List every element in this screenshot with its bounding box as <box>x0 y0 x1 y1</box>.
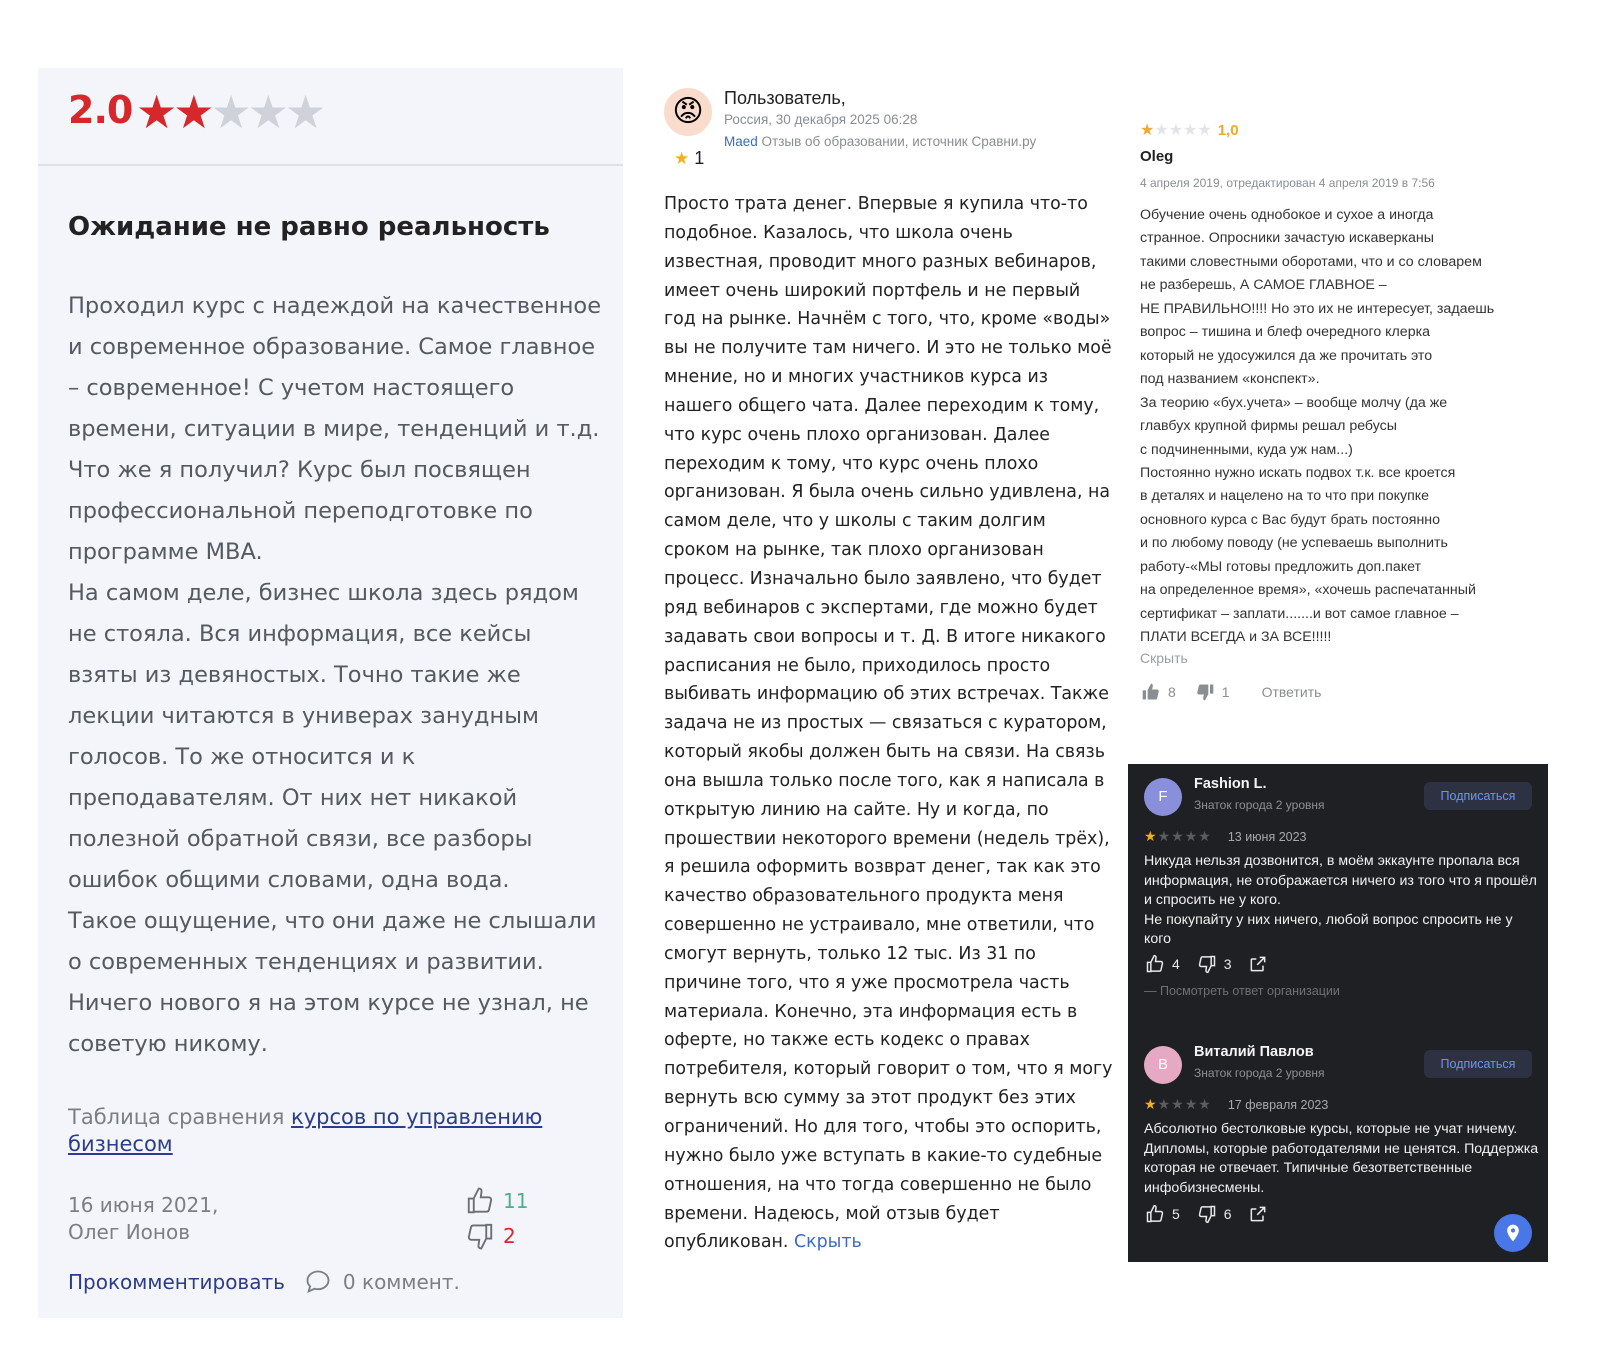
review-line: Обучение очень однобокое и сухое а иногда <box>1140 207 1434 223</box>
star-empty-icon: ★ <box>1198 1096 1212 1112</box>
vote-controls <box>1144 954 1274 974</box>
share-icon[interactable] <box>1248 954 1268 974</box>
review-line: главбух крупной фирмы решал ребусы <box>1140 418 1397 435</box>
hide-link[interactable]: Скрыть <box>1140 650 1188 666</box>
rating-stars <box>136 84 327 140</box>
reviewer-level: Знаток города 2 уровня <box>1194 798 1325 812</box>
avatar: F <box>1144 778 1182 816</box>
like-button[interactable] <box>1144 1204 1180 1224</box>
dislike-button[interactable] <box>1196 954 1232 974</box>
star-empty-icon: ★ <box>1184 1096 1199 1112</box>
rating-stars <box>1140 120 1212 140</box>
review-body <box>68 286 608 1065</box>
review-line: под названием «конспект». <box>1140 371 1320 388</box>
review-paragraph: На самом деле, бизнес школа здесь рядом не стояла. Вся информация, все кейсы взяты из девяностых. Точно такие же лекции читаются в универах занудным голосов. То же относится и к преподавателям. От них нет никакой полезной обратной связи, все разборы ошибок общими словами, одна вода. <box>68 580 579 893</box>
review-line: и по любому поводу (не успеваешь выполнить <box>1140 535 1448 552</box>
star-empty-icon: ★ <box>1157 1096 1172 1112</box>
review-body <box>664 190 1114 1257</box>
review-card-1 <box>38 68 623 1318</box>
thumbs-up-icon <box>1144 1204 1166 1224</box>
review-source <box>724 134 1036 149</box>
review-line: работу-«МЫ готовы предложить доп.пакет <box>1140 558 1422 575</box>
thumbs-down-icon <box>1196 954 1218 974</box>
star-empty-icon: ★ <box>1157 828 1172 844</box>
comment-count-wrap[interactable] <box>303 1268 460 1296</box>
review-rating <box>674 148 704 169</box>
review-date: 16 июня 2021, <box>68 1193 219 1217</box>
like-button[interactable] <box>463 1186 528 1216</box>
review-text: Абсолютно бестолковые курсы, которые не учат ничему. Дипломы, которые работодателями не ценятся. Поддержка которая не отвечает. Типичные безответственные инфобизнесмены. <box>1144 1121 1539 1196</box>
review-location-date: Россия, 30 декабря 2025 06:28 <box>724 112 918 127</box>
comment-link[interactable]: Прокомментировать <box>68 1270 285 1294</box>
star-empty-icon: ★ <box>1198 828 1212 844</box>
review-card-4 <box>1128 764 1548 1262</box>
review-date: 4 апреля 2019, отредактирован 4 апреля 2019 в 7:56 <box>1140 176 1435 190</box>
review-line: вопрос – тишина и блеф очередного клерка <box>1140 324 1430 341</box>
star-filled-icon: ★ <box>1140 122 1155 139</box>
reviewer-level: Знаток города 2 уровня <box>1194 1066 1325 1080</box>
vote-controls <box>1144 1204 1274 1224</box>
star-filled-icon: ★ <box>136 86 178 138</box>
rating-score: 2.0 <box>68 88 133 132</box>
review-line: НЕ ПРАВИЛЬНО!!!! Но это их не интересует, задаешь <box>1140 300 1495 317</box>
vote-controls <box>1140 682 1321 702</box>
star-empty-icon: ★ <box>1171 828 1185 844</box>
star-empty-icon: ★ <box>1154 122 1169 139</box>
dislike-button[interactable] <box>1194 682 1230 702</box>
rating-stars <box>1144 1096 1212 1114</box>
review-line: сертификат – заплати.......и вот самое главное – <box>1140 605 1459 622</box>
review-line: ПЛАТИ ВСЕГДА и ЗА ВСЕ!!!!! <box>1140 629 1332 646</box>
review-line: За теорию «бух.учета» – вообще молчу (да же <box>1140 394 1448 411</box>
subscribe-button[interactable]: Подписаться <box>1424 782 1532 810</box>
speech-bubble-icon <box>303 1268 333 1296</box>
thumbs-up-icon <box>1140 682 1162 702</box>
review-line: странное. Опросники зачастую искаверканы <box>1140 230 1434 247</box>
star-filled-icon: ★ <box>1144 1096 1158 1112</box>
star-empty-icon: ★ <box>210 86 252 138</box>
like-button[interactable] <box>1144 954 1180 974</box>
dislike-count: 1 <box>1221 684 1230 700</box>
review-card-2 <box>660 80 1113 1320</box>
dislike-count: 6 <box>1223 1206 1232 1222</box>
dislike-button[interactable] <box>1196 1204 1232 1224</box>
avatar: В <box>1144 1046 1182 1084</box>
thumbs-up-icon <box>1144 954 1166 974</box>
review-card-3 <box>1140 120 1560 720</box>
reply-button[interactable]: Ответить <box>1261 684 1322 700</box>
star-filled-icon: ★ <box>674 149 690 168</box>
rating-value: 1 <box>694 148 705 168</box>
dislike-count: 2 <box>503 1224 516 1248</box>
angry-face-avatar: 😡 <box>664 88 712 136</box>
rating-row <box>1144 828 1307 846</box>
thumbs-down-icon <box>463 1221 497 1251</box>
comment-count: 0 коммент. <box>342 1270 460 1294</box>
source-text: Отзыв об образовании, источник Сравни.ру <box>757 134 1037 149</box>
star-empty-icon: ★ <box>1183 122 1198 139</box>
thumbs-down-icon <box>1196 1204 1218 1224</box>
subscribe-button[interactable]: Подписаться <box>1424 1050 1532 1078</box>
like-button[interactable] <box>1140 682 1176 702</box>
review-author: Oleg <box>1140 148 1174 165</box>
review-line: не разберешь, А САМОЕ ГЛАВНОЕ – <box>1140 277 1387 294</box>
organization-reply-link[interactable]: — Посмотреть ответ организации <box>1144 984 1340 998</box>
star-empty-icon: ★ <box>1168 122 1184 139</box>
star-empty-icon: ★ <box>285 86 327 138</box>
review-paragraph: Проходил курс с надеждой на качественное и современное образование. Самое главное – современное! С учетом настоящего времени, ситуации в мире, тенденций и т.д. Что же я получил? Курс был посвящен профессиональной переподготовке по программе MBA. <box>68 293 602 565</box>
source-brand[interactable]: Maed <box>724 134 758 149</box>
like-count: 4 <box>1172 956 1180 972</box>
review-line: Постоянно нужно искать подвох т.к. все кроется <box>1140 464 1456 481</box>
star-empty-icon: ★ <box>247 86 289 138</box>
star-empty-icon: ★ <box>1184 828 1199 844</box>
review-line: основного курса с Вас будут брать постоянно <box>1140 511 1441 528</box>
review-meta <box>68 1192 218 1246</box>
review-author: Олег Ионов <box>68 1220 190 1244</box>
rating-row <box>1140 120 1239 140</box>
rating-stars <box>1144 828 1212 846</box>
share-icon[interactable] <box>1248 1204 1268 1224</box>
review-date: 13 июня 2023 <box>1227 830 1307 844</box>
review-line: в деталях и нацелено на то что при покупке <box>1140 488 1430 505</box>
thumbs-down-icon <box>1194 682 1216 702</box>
rating-row <box>1144 1096 1328 1114</box>
star-empty-icon: ★ <box>1197 122 1212 139</box>
review-text: Просто трата денег. Впервые я купила что-то подобное. Казалось, что школа очень известная, проводит много разных вебинаров, имеет очень широкий портфель и не первый год на рынке. Начнём с того, что, кроме «воды» вы не получите там ничего. И это не только моё мнение, но и многих участников курса из нашего общего чата. Далее переходим к тому, что курс очень плохо организован. Далее переходим к тому, что курс очень плохо организован. Я была очень сильно удивлена, на самом деле, что у школы с таким долгим сроком на рынке, так плохо организован процесс. Изначально было заявлено, что будет ряд вебинаров с экспертами, где можно будет задавать свои вопросы и т. Д. В итоге никакого расписания не было, приходилось просто выбивать информацию об этих встречах. Также задача не из простых — связаться с куратором, который якобы должен быть на связи. На связь она вышла только после того, как я написала в открытую линию на сайте. Ну и когда, по прошествии некоторого времени (недель трёх), я решила оформить возврат денег, так как это качество образовательного продукта меня совершенно не устраивало, мне ответили, что смогут вернуть, только 12 тыс. Из 31 по причине того, что я уже просмотрела часть материала. Конечно, эта информация есть в оферте, но также есть кодекс о правах потребителя, который говорит о том, что я могу вернуть всю сумму за этот продукт без этих ограничений. Но для того, чтобы это оспорить, нужно было уже вступать в какие-то судебные отношения, на что тогда совершенно не было времени. Надеюсь, мой отзыв будет опубликован. <box>664 194 1113 1253</box>
hide-link[interactable]: Скрыть <box>793 1232 862 1253</box>
thumbs-up-icon <box>463 1186 497 1216</box>
review-date: 17 февраля 2023 <box>1227 1098 1329 1112</box>
review-title: Ожидание не равно реальность <box>68 212 550 242</box>
comment-actions <box>68 1268 460 1296</box>
review-text: Никуда нельзя дозвонится, в моём эккаунте пропала вся информация, не отображается ничего из того что я прошёл и спросить не у кого. Не покупайту у них ничего, любой вопрос спросить не у кого <box>1144 853 1537 948</box>
rating-value: 1,0 <box>1217 121 1239 139</box>
review-line: такими словестными оборотами, что и со словарем <box>1140 253 1482 270</box>
review-line: на определенное время», «хочешь распечатанный <box>1140 582 1476 599</box>
star-filled-icon: ★ <box>173 86 215 138</box>
like-count: 11 <box>503 1189 529 1213</box>
comparison-link[interactable]: курсов по управлению бизнесом <box>68 1105 543 1156</box>
like-count: 8 <box>1168 684 1176 700</box>
review-paragraph: Такое ощущение, что они даже не слышали о современных тенденциях и развитии. Ничего нового я на этом курсе не узнал, не советую никому. <box>68 908 597 1057</box>
vote-controls <box>463 1186 623 1256</box>
comparison-note <box>68 1104 588 1158</box>
review-author: Пользователь, <box>724 88 846 108</box>
reviewer-name: Fashion L. <box>1194 776 1267 792</box>
rating-row <box>38 68 623 166</box>
review-line: который не удосужился да же прочитать это <box>1140 347 1433 364</box>
dislike-button[interactable] <box>463 1221 516 1251</box>
review-line: с подчиненными, куда уж нам...) <box>1140 441 1353 458</box>
location-button[interactable] <box>1494 1214 1532 1252</box>
comparison-prefix: Таблица сравнения <box>68 1105 292 1129</box>
like-count: 5 <box>1172 1206 1180 1222</box>
dislike-count: 3 <box>1223 956 1232 972</box>
reviewer-name: Виталий Павлов <box>1194 1044 1314 1060</box>
star-empty-icon: ★ <box>1171 1096 1185 1112</box>
map-pin-icon <box>1503 1223 1523 1243</box>
review-body <box>1140 204 1540 650</box>
star-filled-icon: ★ <box>1144 828 1158 844</box>
